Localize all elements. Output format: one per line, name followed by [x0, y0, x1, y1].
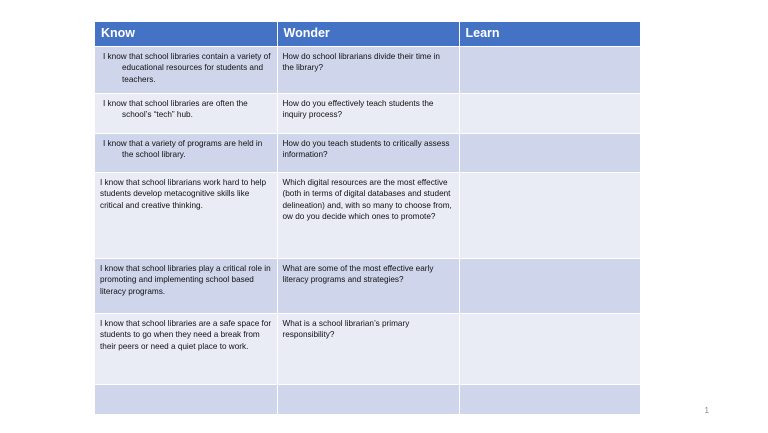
know-cell: [95, 93, 277, 133]
wonder-cell: How do school librarians divide their time in the library?: [277, 46, 459, 93]
learn-cell: [459, 172, 640, 258]
table-row: [95, 258, 640, 313]
learn-cell: [459, 384, 640, 414]
know-cell: I know that school librarians work hard to help students develop metacognitive skills like critical and creative thinking.: [95, 172, 277, 258]
know-cell: [95, 133, 277, 172]
header-know: Know: [95, 22, 277, 46]
learn-cell: [459, 258, 640, 313]
learn-cell: [459, 313, 640, 384]
wonder-cell: What are some of the most effective early literacy programs and strategies?: [277, 258, 459, 313]
know-cell: [95, 384, 277, 414]
kwl-table: [95, 22, 641, 414]
table-row: [95, 313, 640, 384]
know-text: I know that school libraries contain a variety of educational resources for students and teachers.: [103, 51, 271, 84]
header-learn: Learn: [459, 22, 640, 46]
wonder-cell: [277, 384, 459, 414]
know-cell: I know that school libraries are a safe space for students to go when they need a break from their peers or need a quiet place to work.: [95, 313, 277, 384]
learn-cell: [459, 93, 640, 133]
table-row: [95, 93, 640, 133]
table-row: [95, 172, 640, 258]
table-row: [95, 384, 640, 414]
wonder-cell: Which digital resources are the most effective (both in terms of digital databases and student delineation) and, with so many to choose from, ow do you decide which ones to promote?: [277, 172, 459, 258]
know-text: I know that school libraries are often the school’s “tech” hub.: [103, 98, 248, 119]
learn-cell: [459, 46, 640, 93]
know-cell: [95, 46, 277, 93]
table-row: [95, 133, 640, 172]
know-text: I know that a variety of programs are held in the school library.: [103, 138, 263, 159]
table-row: [95, 46, 640, 93]
wonder-cell: How do you teach students to critically assess information?: [277, 133, 459, 172]
header-row: [95, 22, 640, 46]
know-cell: I know that school libraries play a critical role in promoting and implementing school based literacy programs.: [95, 258, 277, 313]
page-number: 1: [704, 406, 709, 415]
learn-cell: [459, 133, 640, 172]
header-wonder: Wonder: [277, 22, 459, 46]
wonder-cell: How do you effectively teach students the inquiry process?: [277, 93, 459, 133]
wonder-cell: What is a school librarian’s primary responsibility?: [277, 313, 459, 384]
